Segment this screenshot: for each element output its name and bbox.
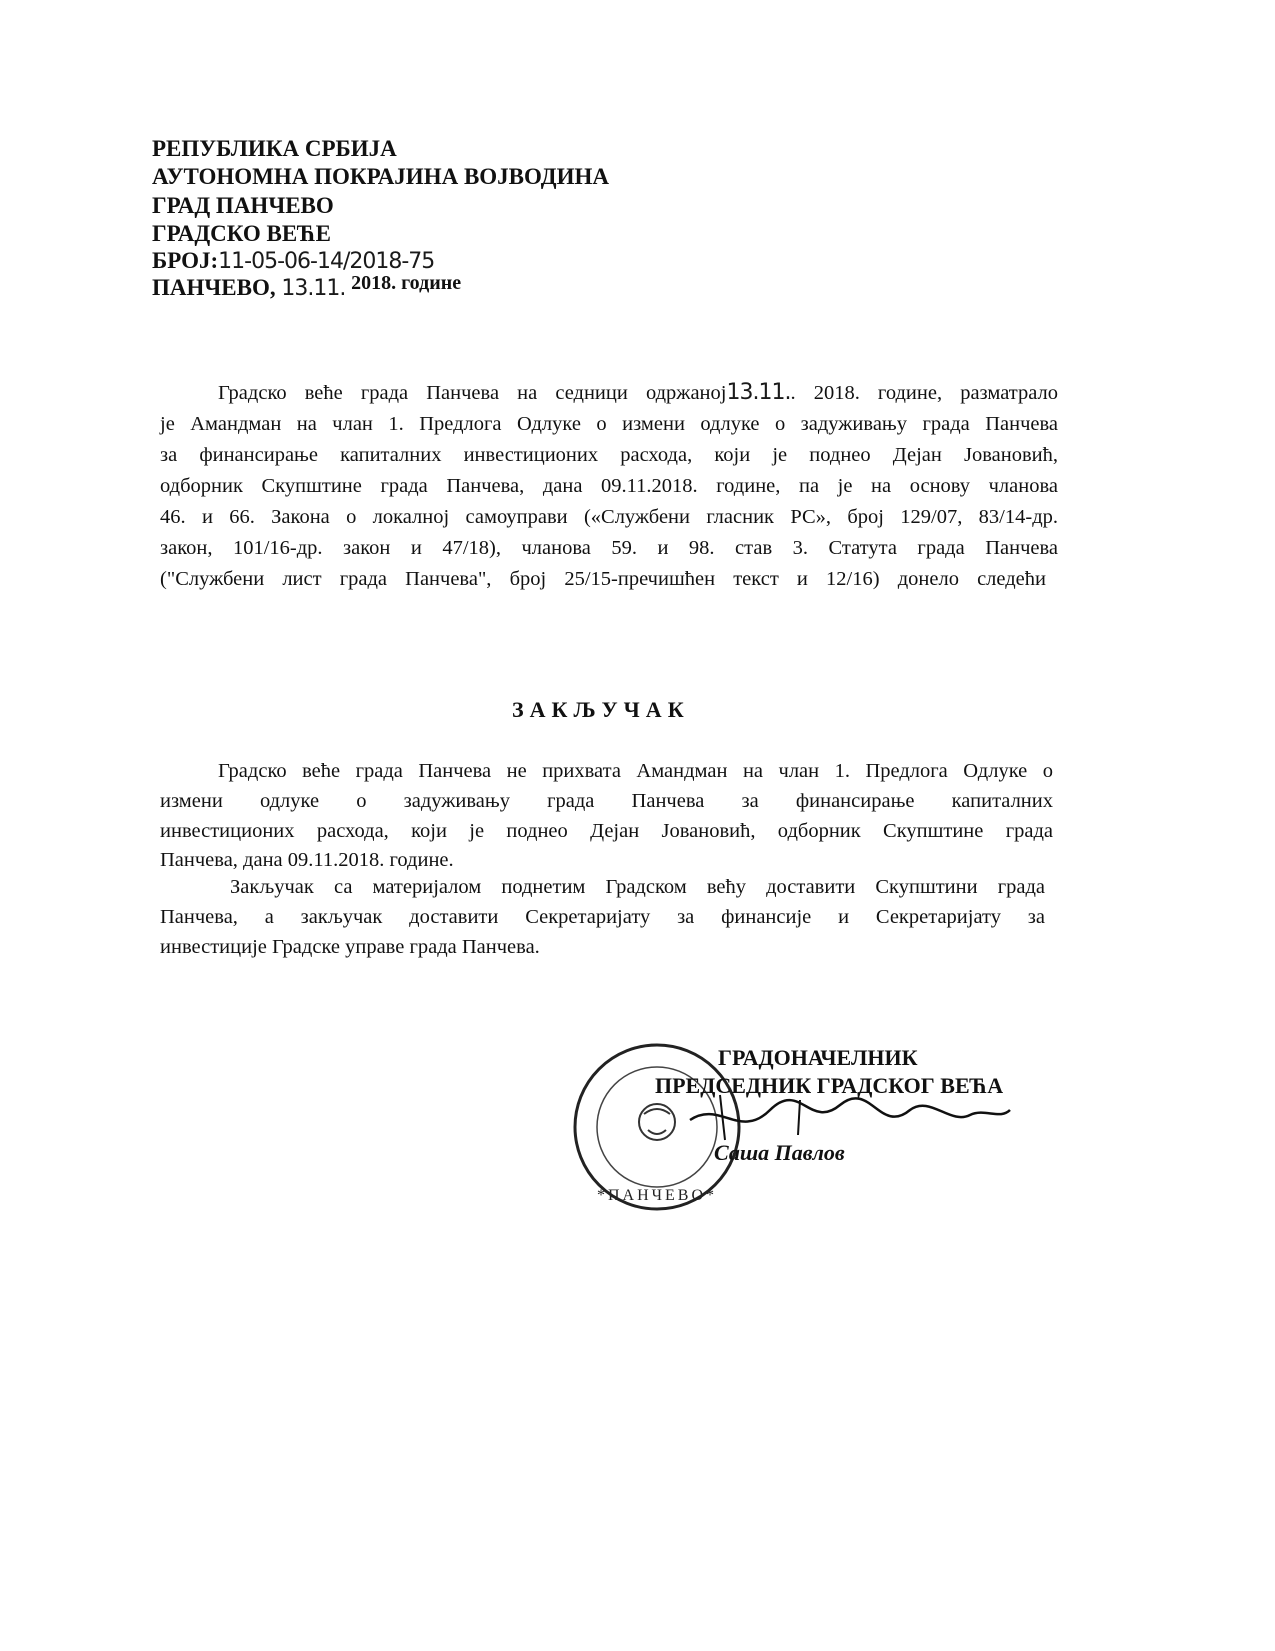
document-title: ЗАКЉУЧАК [512,697,690,722]
header-province: АУТОНОМНА ПОКРАЈИНА ВОЈВОДИНА [152,164,609,189]
signatory-name: Саша Павлов [714,1140,845,1165]
date-handwritten: 13.11. [281,276,346,301]
number-label: БРОЈ: [152,248,219,273]
intro-line [218,380,1058,406]
header-council: ГРАДСКО ВЕЋЕ [152,221,331,246]
conclusion-line: инвестиционих расхода, који је поднео Дејан Јовановић, одборник Скупштине града [160,820,1053,842]
signature-title-mayor: ГРАДОНАЧЕЛНИК [718,1045,918,1070]
signature-title-president: ПРЕДСЕДНИК ГРАДСКОГ ВЕЋА [655,1073,1004,1098]
header-city: ГРАД ПАНЧЕВО [152,193,334,218]
conclusion-line: Закључак са материјалом поднетим Градском већу доставити Скупштини града [230,876,1045,898]
intro-line: за финансирање капиталних инвестиционих расхода, који је поднео Дејан Јовановић, [160,444,1058,466]
conclusion-line: Панчева, дана 09.11.2018. године. [160,849,454,871]
conclusion-line: инвестиције Градске управе града Панчева. [160,936,540,958]
intro-line: закон, 101/16-др. закон и 47/18), чланова 59. и 98. став 3. Статута града Панчева [160,537,1058,559]
number-handwritten: 11-05-06-14/2018-75 [218,249,435,274]
header-date [152,274,461,303]
intro-date-handwritten: 13.11. [726,380,791,405]
intro-text: . 2018. године, разматрало [790,382,1058,404]
header-republic: РЕПУБЛИКА СРБИЈА [152,136,397,161]
conclusion-line: Панчева, а закључак доставити Секретаријату за финансије и Секретаријату за [160,906,1045,928]
intro-line: 46. и 66. Закона о локалној самоуправи («Службени гласник РС», број 129/07, 83/14-др. [160,506,1058,528]
intro-line: одборник Скупштине града Панчева, дана 09.11.2018. године, па је на основу чланова [160,475,1058,497]
place-label: ПАНЧЕВО, [152,275,276,300]
conclusion-line: измени одлуке о задуживању града Панчева за финансирање капиталних [160,790,1053,812]
conclusion-line: Градско веће града Панчева не прихвата Амандман на члан 1. Предлога Одлуке о [218,760,1053,782]
svg-text:*ПАНЧЕВО*: *ПАНЧЕВО* [596,1187,718,1204]
intro-text: Градско веће града Панчева на седници одржаној [218,382,727,404]
date-suffix: 2018. године [351,272,462,294]
intro-line: ("Службени лист града Панчева", број 25/15-пречишћен текст и 12/16) донело следећи [160,568,1046,590]
intro-line: је Амандман на члан 1. Предлога Одлуке о измени одлуке о задуживању града Панчева [160,413,1058,435]
